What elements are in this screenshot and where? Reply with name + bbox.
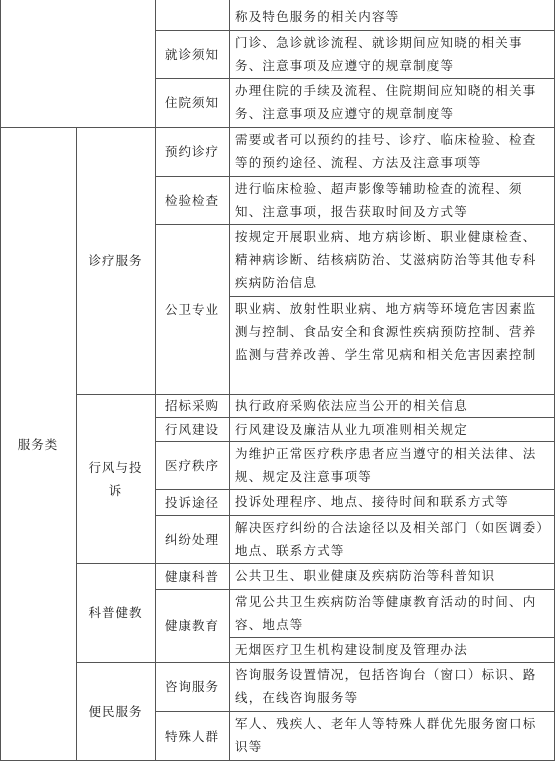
item-label: 预约诊疗 bbox=[164, 144, 219, 159]
item-description: 公共卫生、职业健康及疾病防治等科普知识 bbox=[235, 568, 496, 583]
row-divider bbox=[155, 417, 555, 418]
table-border-left bbox=[0, 0, 1, 761]
sub-category-label: 便民服务 bbox=[88, 704, 143, 719]
item-label: 招标采购 bbox=[164, 398, 219, 413]
row-divider bbox=[155, 441, 555, 442]
item-label-cell bbox=[155, 176, 229, 224]
item-label-cell bbox=[155, 441, 229, 489]
row-divider bbox=[229, 296, 555, 297]
sub-category-label: 科普健教 bbox=[88, 605, 143, 620]
row-divider bbox=[155, 30, 555, 31]
sub-category-cell bbox=[76, 394, 155, 563]
item-description: 职业病、放射性职业病、地方病等环境危害因素监测与控制、食品安全和食源性疾病预防控制、营养监测与营养改善、学生常见病和相关危害因素控制 bbox=[235, 301, 537, 362]
column-divider bbox=[155, 0, 156, 761]
item-label-cell bbox=[155, 589, 229, 662]
item-description: 解决医疗纠纷的合法途径以及相关部门（如医调委）地点、联系方式等 bbox=[235, 520, 544, 558]
column-divider bbox=[76, 127, 77, 761]
item-label-cell bbox=[155, 662, 229, 711]
main-category-label: 服务类 bbox=[17, 436, 59, 452]
sub-category-label: 诊疗服务 bbox=[88, 253, 143, 268]
item-description: 咨询服务设置情况，包括咨询台（窗口）标识、路线，在线咨询服务等 bbox=[235, 667, 537, 705]
item-label-cell bbox=[155, 417, 229, 441]
item-label: 健康教育 bbox=[164, 618, 219, 633]
row-divider bbox=[155, 176, 555, 177]
item-label: 咨询服务 bbox=[164, 679, 219, 694]
row-divider bbox=[229, 637, 555, 638]
row-divider bbox=[155, 489, 555, 490]
item-label: 住院须知 bbox=[164, 95, 219, 110]
item-description: 按规定开展职业病、地方病诊断、职业健康检查、精神病诊断、结核病防治、艾滋病防治等其他专科疾病防治信息 bbox=[235, 229, 537, 290]
item-description: 投诉处理程序、地点、接待时间和联系方式等 bbox=[235, 494, 510, 509]
sub-category-cell bbox=[76, 662, 155, 761]
row-divider bbox=[76, 662, 555, 663]
row-divider bbox=[155, 78, 555, 79]
row-divider bbox=[155, 515, 555, 516]
item-description: 常见公共卫生疾病防治等健康教育活动的时间、内容、地点等 bbox=[235, 594, 537, 632]
item-description: 门诊、急诊就诊流程、就诊期间应知晓的相关事务、注意事项及应遵守的规章制度等 bbox=[235, 35, 523, 73]
sub-category-label: 行风与投诉 bbox=[88, 459, 143, 498]
row-divider bbox=[0, 127, 555, 128]
item-description: 为维护正常医疗秩序患者应当遵守的相关法律、法规、规定及注意事项等 bbox=[235, 446, 537, 484]
item-description: 行风建设及廉洁从业九项准则相关规定 bbox=[235, 422, 468, 437]
item-label: 特殊人群 bbox=[164, 728, 219, 744]
item-label-cell bbox=[155, 30, 229, 78]
item-label-cell bbox=[155, 224, 229, 394]
item-description: 进行临床检验、超声影像等辅助检查的流程、须知、注意事项，报告获取时间及方式等 bbox=[235, 181, 523, 219]
item-label: 行风建设 bbox=[164, 421, 219, 437]
item-label: 就诊须知 bbox=[164, 46, 219, 62]
row-divider bbox=[76, 394, 555, 395]
item-label: 公卫专业 bbox=[164, 301, 219, 317]
item-label: 纠纷处理 bbox=[164, 531, 219, 547]
item-label-cell bbox=[155, 711, 229, 761]
item-label-cell bbox=[155, 515, 229, 563]
item-description: 无烟医疗卫生机构建设制度及管理办法 bbox=[235, 642, 468, 657]
item-label-cell bbox=[155, 394, 229, 417]
item-label-cell bbox=[155, 489, 229, 515]
item-label: 投诉途径 bbox=[164, 494, 219, 510]
item-description: 军人、残疾人、老年人等特殊人群优先服务窗口标识等 bbox=[235, 716, 537, 754]
item-description: 称及特色服务的相关内容等 bbox=[235, 9, 400, 24]
main-category-cell bbox=[0, 127, 76, 761]
row-divider bbox=[155, 224, 555, 225]
column-divider bbox=[229, 0, 230, 761]
row-divider bbox=[76, 563, 555, 564]
sub-category-cell bbox=[76, 127, 155, 394]
item-description: 执行政府采购依法应当公开的相关信息 bbox=[235, 398, 468, 413]
row-divider bbox=[155, 589, 555, 590]
item-label: 检验检查 bbox=[164, 192, 219, 208]
row-divider bbox=[155, 711, 555, 712]
item-label: 医疗秩序 bbox=[164, 457, 219, 473]
item-description: 办理住院的手续及流程、住院期间应知晓的相关事务、注意事项及应遵守的规章制度等 bbox=[235, 83, 537, 121]
item-description: 需要或者可以预约的挂号、诊疗、临床检验、检查等的预约途径、流程、方法及注意事项等 bbox=[235, 132, 537, 170]
item-label-cell bbox=[155, 563, 229, 589]
item-label: 健康科普 bbox=[164, 568, 219, 584]
item-label-cell bbox=[155, 127, 229, 176]
item-label-cell bbox=[155, 78, 229, 127]
sub-category-cell bbox=[76, 563, 155, 662]
